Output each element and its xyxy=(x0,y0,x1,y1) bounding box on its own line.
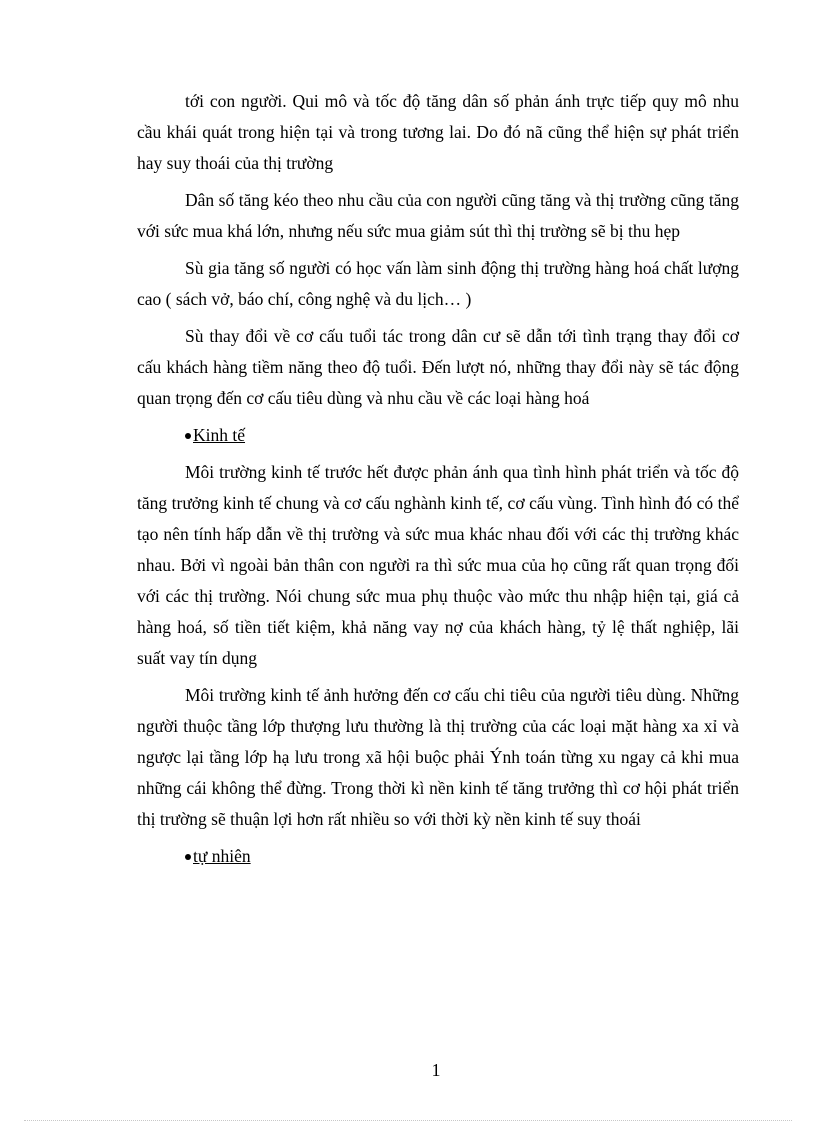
paragraph-age-structure: Sù thay đổi về cơ cấu tuổi tác trong dân cư sẽ dẫn tới tình trạng thay đổi cơ cấu khách hàng tiềm năng theo độ tuổi. Đến lượt nó, những thay đổi này sẽ tác động quan trọng đến cơ cấu tiêu dùng và nhu cầu về các loại hàng hoá xyxy=(137,326,739,408)
heading-economy-text: Kinh tế xyxy=(193,425,246,445)
paragraph-population-growth: Dân số tăng kéo theo nhu cầu của con người cũng tăng và thị trường cũng tăng với sức mua khá lớn, nhưng nếu sức mua giảm sút thì thị trường sẽ bị thu hẹp xyxy=(137,190,739,241)
paragraph-economy-environment: Môi trường kinh tế trước hết được phản ánh qua tình hình phát triển và tốc độ tăng trưởng kinh tế chung và cơ cấu nghành kinh tế, cơ cấu vùng. Tình hình đó có thể tạo nên tính hấp dẫn về thị trường và sức mua khác nhau đối với các thị trường khác nhau. Bởi vì ngoài bản thân con người ra thì sức mua của họ cũng rất quan trọng đối với các thị trường. Nói chung sức mua phụ thuộc vào mức thu nhập hiện tại, giá cả hàng hoá, số tiền tiết kiệm, khả năng vay nợ của khách hàng, tỷ lệ thất nghiệp, lãi suất vay tín dụng xyxy=(137,462,739,668)
bullet-icon xyxy=(185,854,191,860)
section-heading-nature xyxy=(137,841,739,872)
paragraph-population-scale: tới con người. Qui mô và tốc độ tăng dân số phản ánh trực tiếp quy mô nhu cầu khái quát trong hiện tại và trong tương lai. Do đó nã cũng thể hiện sự phát triển hay suy thoái của thị trường xyxy=(137,91,739,173)
page-number: 1 xyxy=(431,1060,441,1080)
paragraph-education: Sù gia tăng số người có học vấn làm sinh động thị trường hàng hoá chất lượng cao ( sách vở, báo chí, công nghệ và du lịch… ) xyxy=(137,258,739,309)
page-content xyxy=(137,86,739,878)
heading-nature-text: tự nhiên xyxy=(193,846,251,866)
bullet-icon xyxy=(185,433,191,439)
page-bottom-divider xyxy=(24,1120,792,1121)
section-heading-economy xyxy=(137,420,739,451)
paragraph-economy-spending: Môi trường kinh tế ảnh hưởng đến cơ cấu chi tiêu của người tiêu dùng. Những người thuộc tầng lớp thượng lưu thường là thị trường của các loại mặt hàng xa xỉ và ngược lại tầng lớp hạ lưu trong xã hội buộc phải Ýnh toán từng xu ngay cả khi mua những cái không thể đừng. Trong thời kì nền kinh tế tăng trưởng thì cơ hội phát triển thị trường sẽ thuận lợi hơn rất nhiều so với thời kỳ nền kinh tế suy thoái xyxy=(137,685,739,829)
